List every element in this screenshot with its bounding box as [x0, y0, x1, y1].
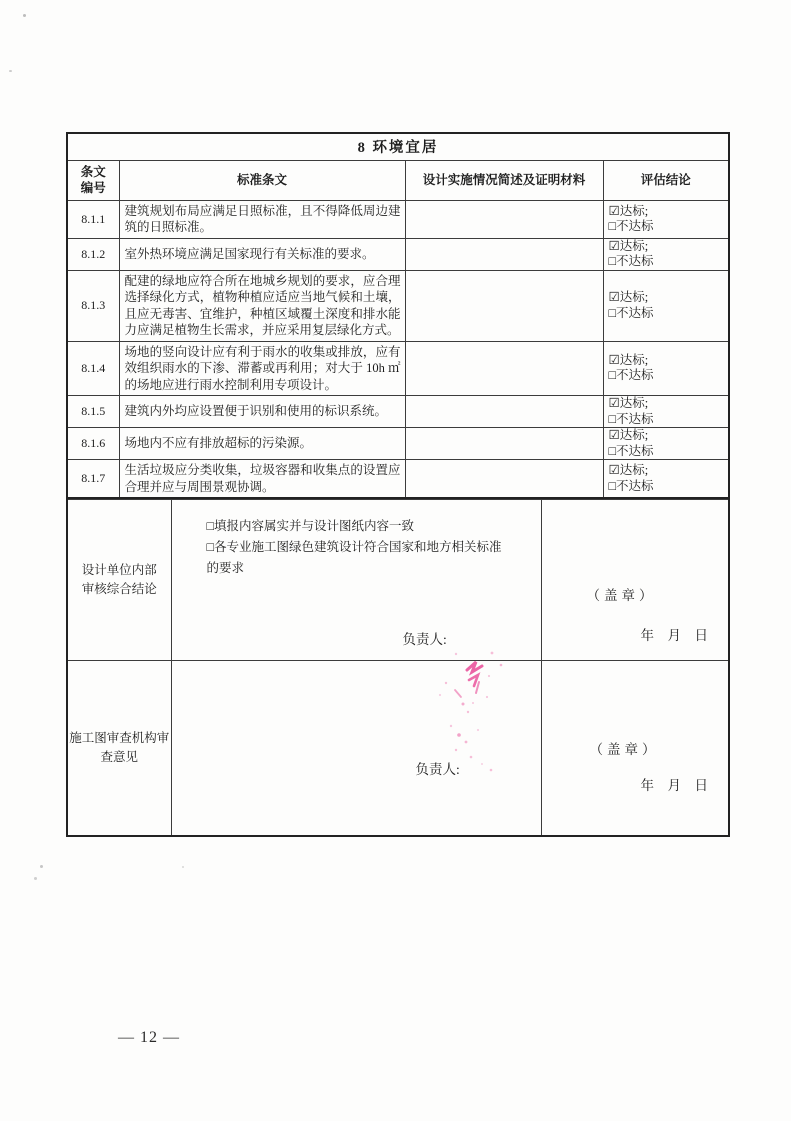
- table-title-row: [67, 133, 729, 160]
- implementation-cell: [405, 341, 603, 396]
- evaluation-cell: [603, 396, 729, 428]
- article-number: 8.1.6: [67, 428, 119, 460]
- agency-review-seal-area: [541, 661, 729, 836]
- checked-pass-checkbox: ☑达标;: [608, 290, 649, 304]
- standard-text: 场地内不应有排放超标的污染源。: [119, 428, 405, 460]
- assessment-table: [66, 132, 728, 837]
- standard-text: 配建的绿地应符合所在地城乡规划的要求，应合理选择绿化方式，植物种植应适应当地气候和土壤，且应无毒害、宜维护，种植区域覆土深度和排水能力应满足植物生长需求，并应采用复层绿化方式。: [119, 270, 405, 341]
- checked-pass-checkbox: ☑达标;: [608, 238, 649, 253]
- implementation-cell: [405, 270, 603, 341]
- scan-speck: [23, 14, 26, 17]
- checked-pass-checkbox: ☑达标;: [608, 428, 649, 442]
- internal-review-seal-area: [541, 500, 729, 661]
- evaluation-cell: [603, 341, 729, 396]
- checklist-item-unchecked: □各专业施工图绿色建筑设计符合国家和地方相关标准的要求: [206, 540, 502, 575]
- evaluation-cell: [603, 200, 729, 238]
- implementation-cell: [405, 200, 603, 238]
- internal-review-content: [171, 500, 541, 661]
- article-number: 8.1.1: [67, 200, 119, 238]
- unchecked-fail-checkbox: □不达标: [608, 368, 654, 383]
- unchecked-fail-checkbox: □不达标: [608, 219, 654, 233]
- agency-review-content: [171, 661, 541, 836]
- review-sections-table: [66, 499, 730, 837]
- article-number: 8.1.3: [67, 270, 119, 341]
- unchecked-fail-checkbox: □不达标: [608, 411, 654, 426]
- unchecked-fail-checkbox: □不达标: [608, 254, 654, 268]
- table-row: [67, 270, 729, 341]
- table-header-row: [67, 160, 729, 200]
- standard-text: 生活垃圾应分类收集，垃圾容器和收集点的设置应合理并应与周围景观协调。: [119, 460, 405, 499]
- col-header-evaluation: 评估结论: [603, 160, 729, 200]
- table-row: [67, 396, 729, 428]
- article-number: 8.1.4: [67, 341, 119, 396]
- seal-placeholder: （盖章）: [589, 742, 660, 757]
- page-number: — 12 —: [118, 1029, 180, 1046]
- internal-review-label: 设计单位内部 审核综合结论: [67, 500, 171, 661]
- table-row: [67, 200, 729, 238]
- checklist-item-unchecked: □填报内容属实并与设计图纸内容一致: [206, 519, 415, 533]
- table-row: [67, 428, 729, 460]
- standards-table: [66, 132, 730, 499]
- evaluation-cell: [603, 460, 729, 499]
- internal-review-checklist: [207, 516, 503, 579]
- seal-placeholder: （盖章）: [586, 588, 657, 603]
- evaluation-cell: [603, 428, 729, 460]
- unchecked-fail-checkbox: □不达标: [608, 443, 654, 458]
- article-number: 8.1.7: [67, 460, 119, 499]
- checked-pass-checkbox: ☑达标;: [608, 352, 649, 367]
- scan-speck: [40, 865, 43, 868]
- scan-speck: [182, 866, 184, 868]
- col-header-implementation: 设计实施情况简述及证明材料: [405, 160, 603, 200]
- standard-text: 建筑内外均应设置便于识别和使用的标识系统。: [119, 396, 405, 428]
- date-placeholder: 年 月 日: [640, 778, 708, 793]
- checked-pass-checkbox: ☑达标;: [608, 203, 649, 218]
- implementation-cell: [405, 428, 603, 460]
- section-title: 8 环境宜居: [67, 133, 729, 160]
- checked-pass-checkbox: ☑达标;: [608, 463, 649, 477]
- standard-text: 场地的竖向设计应有利于雨水的收集或排放，应有效组织雨水的下渗、滞蓄或再利用；对大于 10h ㎡ 的场地应进行雨水控制利用专项设计。: [119, 341, 405, 396]
- table-row: [67, 341, 729, 396]
- col-header-standard-text: 标准条文: [119, 160, 405, 200]
- responsible-person-label: 负责人:: [402, 632, 447, 647]
- unchecked-fail-checkbox: □不达标: [608, 478, 654, 493]
- implementation-cell: [405, 238, 603, 270]
- standard-text: 室外热环境应满足国家现行有关标准的要求。: [119, 238, 405, 270]
- scan-speck: [34, 877, 37, 880]
- evaluation-cell: [603, 238, 729, 270]
- responsible-person-label: 负责人:: [415, 762, 460, 777]
- table-row: [67, 238, 729, 270]
- checked-pass-checkbox: ☑达标;: [608, 396, 649, 410]
- date-placeholder: 年 月 日: [640, 628, 708, 643]
- agency-review-label: 施工图审查机构审 查意见: [67, 661, 171, 836]
- unchecked-fail-checkbox: □不达标: [608, 305, 654, 320]
- implementation-cell: [405, 396, 603, 428]
- scan-speck: [9, 70, 12, 72]
- col-header-article-number: 条文 编号: [67, 160, 119, 200]
- table-row: [67, 460, 729, 499]
- agency-review-row: [67, 661, 729, 836]
- internal-review-row: [67, 500, 729, 661]
- standard-text: 建筑规划布局应满足日照标准，且不得降低周边建筑的日照标准。: [119, 200, 405, 238]
- article-number: 8.1.2: [67, 238, 119, 270]
- article-number: 8.1.5: [67, 396, 119, 428]
- implementation-cell: [405, 460, 603, 499]
- evaluation-cell: [603, 270, 729, 341]
